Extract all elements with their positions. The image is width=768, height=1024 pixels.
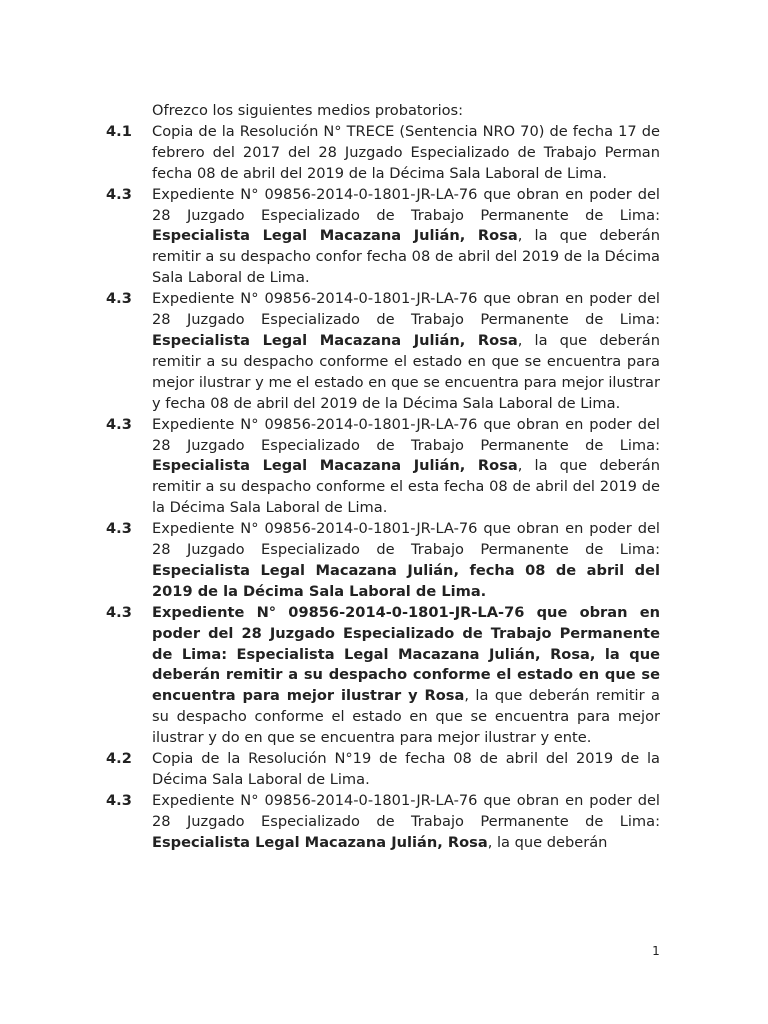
item-number: 4.2 [106,750,132,768]
item-number: 4.1 [106,122,132,140]
item-number: 4.3 [106,520,132,538]
item-number: 4.3 [106,603,132,621]
list-item [106,185,660,290]
item-bold-text: Expediente N° 09856-2014-0-1801-JR-LA-76 que obran en poder del 28 Juzgado Especializado de Trabajo Permanente de Lima: Especialista Legal Macazana Julián, Rosa, la que deberán remitir a su despacho conforme el estado en que se encuentra para mejor ilustrar y Rosa [152,603,660,705]
item-number: 4.3 [106,415,132,433]
item-text: Copia de la Resolución N°19 de fecha 08 de abril del 2019 de la Décima Sala Laboral de Lima. [152,750,660,788]
item-text-continued: , la que deberán [487,833,608,851]
list-item [106,519,660,603]
item-number: 4.3 [106,791,132,809]
list-item [106,791,660,854]
list-item [106,289,660,414]
item-text-continued: , la que deberán remitir a su despacho confor fecha 08 de abril del 2019 de la Décima Sala Laboral de Lima. [152,227,660,287]
intro-paragraph: Ofrezco los siguientes medios probatorios: [152,102,464,119]
item-text-continued: , la que deberán remitir a su despacho conforme el estado en que se encuentra para mejor ilustrar y me el estado en que se encuentra para mejor ilustrar y fecha 08 de abril del 2019 de la Décima Sala Laboral de Lima. [152,331,660,412]
item-bold-text: Especialista Legal Macazana Julián, Rosa [152,833,488,851]
item-text-continued: , la que deberán remitir a su despacho conforme el esta fecha 08 de abril del 2019 de la Décima Sala Laboral de Lima. [152,457,660,517]
list-item [106,749,660,791]
item-text: Expediente N° 09856-2014-0-1801-JR-LA-76 que obran en poder del 28 Juzgado Especializado de Trabajo Permanente de Lima: [152,415,660,454]
item-text: Copia de la Resolución N° TRECE (Sentencia NRO 70) de fecha 17 de febrero del 2017 del 28 Juzgado Especializado de Trabajo Perman fecha 08 de abril del 2019 de la Décima Sala Laboral de Lima. [152,122,660,182]
item-text: Expediente N° 09856-2014-0-1801-JR-LA-76 que obran en poder del 28 Juzgado Especializado de Trabajo Permanente de Lima: [152,290,660,329]
item-bold-text: Especialista Legal Macazana Julián, Rosa [152,227,518,245]
document-body [106,101,660,854]
item-number: 4.3 [106,185,132,203]
item-text: Expediente N° 09856-2014-0-1801-JR-LA-76 que obran en poder del 28 Juzgado Especializado de Trabajo Permanente de Lima: [152,520,660,559]
item-bold-text: Especialista Legal Macazana Julián, fecha 08 de abril del 2019 de la Décima Sala Laboral de Lima. [152,561,660,600]
item-text: Expediente N° 09856-2014-0-1801-JR-LA-76 que obran en poder del 28 Juzgado Especializado de Trabajo Permanente de Lima: [152,185,660,224]
list-item [106,415,660,520]
list-item [106,122,660,185]
item-bold-text: Especialista Legal Macazana Julián, Rosa [152,331,518,349]
item-text: Expediente N° 09856-2014-0-1801-JR-LA-76 que obran en poder del 28 Juzgado Especializado de Trabajo Permanente de Lima: [152,791,660,830]
item-number: 4.3 [106,290,132,308]
item-text-continued: , la que deberán remitir a su despacho conforme el estado en que se encuentra para mejor ilustrar y do en que se encuentra para mejor ilustrar y ente. [152,687,660,747]
page-number: 1 [652,944,660,958]
list-item [106,603,660,749]
item-bold-text: Especialista Legal Macazana Julián, Rosa [152,457,518,475]
